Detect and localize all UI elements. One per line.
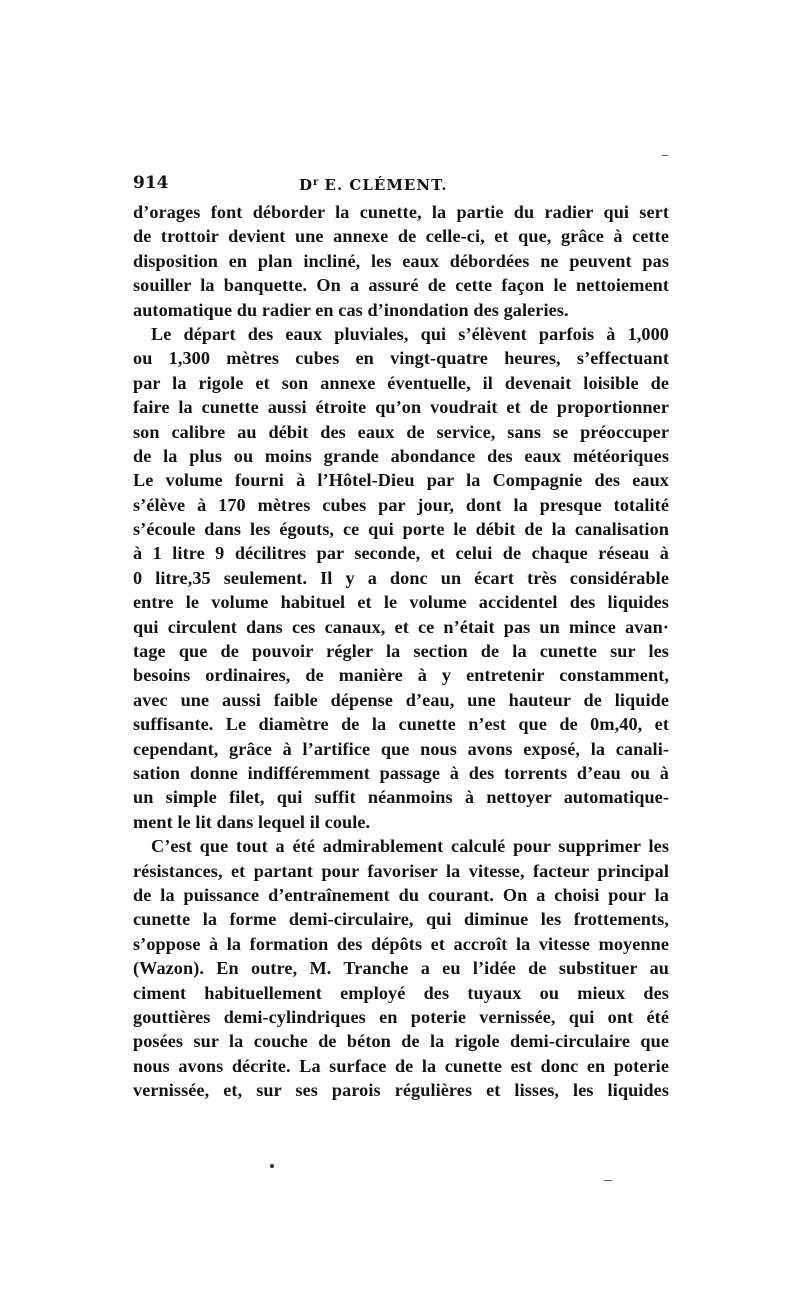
text-line: suffisante. Le diamètre de la cunette n’est que de 0m,40, et bbox=[133, 714, 669, 735]
paragraph-start-line: Le départ des eaux pluviales, qui s’élèvent parfois à 1,000 bbox=[151, 323, 669, 344]
text-line: entre le volume habituel et le volume accidentel des liquides bbox=[133, 592, 669, 613]
text-line: Le volume fourni à l’Hôtel-Dieu par la Compagnie des eaux bbox=[133, 470, 669, 491]
text-line: posées sur la couche de béton de la rigole demi-circulaire que bbox=[133, 1031, 669, 1052]
running-head bbox=[133, 172, 669, 194]
page-number: 914 bbox=[133, 173, 169, 193]
text-line: (Wazon). En outre, M. Tranche a eu l’idée de substituer au bbox=[133, 958, 669, 979]
text-line: 0 litre,35 seulement. Il y a donc un écart très considérable bbox=[133, 567, 669, 588]
text-line: vernissée, et, sur ses parois régulières et lisses, les liquides bbox=[133, 1080, 669, 1101]
text-line: s’élève à 170 mètres cubes par jour, dont la presque totalité bbox=[133, 494, 669, 515]
text-line: avec une aussi faible dépense d’eau, une hauteur de liquide bbox=[133, 689, 669, 710]
author-prefix: D bbox=[299, 176, 314, 194]
author-prefix-superscript: r bbox=[313, 177, 319, 188]
text-line: son calibre au débit des eaux de service, sans se préoccuper bbox=[133, 421, 669, 442]
scan-speck bbox=[270, 1164, 274, 1168]
text-line: ment le lit dans lequel il coule. bbox=[133, 811, 371, 832]
text-line: s’oppose à la formation des dépôts et accroît la vitesse moyenne bbox=[133, 933, 669, 954]
text-line: de la plus ou moins grande abondance des eaux météoriques bbox=[133, 445, 669, 466]
author-name: E. CLÉMENT. bbox=[318, 176, 448, 194]
text-line: d’orages font déborder la cunette, la partie du radier qui sert bbox=[133, 202, 669, 222]
text-line: ou 1,300 mètres cubes en vingt-quatre heures, s’effectuant bbox=[133, 348, 669, 369]
scan-mark-top bbox=[662, 155, 668, 156]
text-line: par la rigole et son annexe éventuelle, il devenait loisible de bbox=[133, 372, 669, 393]
paragraph-start-line: C’est que tout a été admirablement calculé pour supprimer les bbox=[151, 836, 669, 857]
text-line: faire la cunette aussi étroite qu’on voudrait et de proportionner bbox=[133, 397, 669, 418]
text-line: disposition en plan incliné, les eaux débordées ne peuvent pas bbox=[133, 250, 669, 271]
text-line: ciment habituellement employé des tuyaux ou mieux des bbox=[133, 982, 669, 1003]
text-line: nous avons décrite. La surface de la cunette est donc en poterie bbox=[133, 1055, 669, 1076]
text-line: cependant, grâce à l’artifice que nous avons exposé, la canali- bbox=[133, 738, 669, 759]
text-line: souiller la banquette. On a assuré de cette façon le nettoiement bbox=[133, 275, 669, 296]
running-title bbox=[299, 172, 448, 196]
body-text bbox=[133, 200, 669, 1102]
text-line: un simple filet, qui suffit néanmoins à nettoyer automatique- bbox=[133, 787, 669, 808]
text-line: qui circulent dans ces canaux, et ce n’était pas un mince avan· bbox=[133, 616, 669, 637]
scan-mark-bottom bbox=[604, 1180, 612, 1181]
text-line: gouttières demi-cylindriques en poterie vernissée, qui ont été bbox=[133, 1006, 669, 1027]
text-line: s’écoule dans les égouts, ce qui porte le débit de la canalisation bbox=[133, 519, 669, 540]
text-line: automatique du radier en cas d’inondation des galeries. bbox=[133, 299, 569, 320]
text-line: besoins ordinaires, de manière à y entretenir constamment, bbox=[133, 665, 669, 686]
text-line: sation donne indifféremment passage à des torrents d’eau ou à bbox=[133, 762, 669, 783]
text-line: de trottoir devient une annexe de celle-ci, et que, grâce à cette bbox=[133, 226, 669, 247]
text-line: de la puissance d’entraînement du courant. On a choisi pour la bbox=[133, 884, 669, 905]
text-line: résistances, et partant pour favoriser la vitesse, facteur principal bbox=[133, 860, 669, 881]
text-line: à 1 litre 9 décilitres par seconde, et celui de chaque réseau à bbox=[133, 543, 669, 564]
text-line: cunette la forme demi-circulaire, qui diminue les frottements, bbox=[133, 909, 669, 930]
text-line: tage que de pouvoir régler la section de la cunette sur les bbox=[133, 641, 669, 662]
